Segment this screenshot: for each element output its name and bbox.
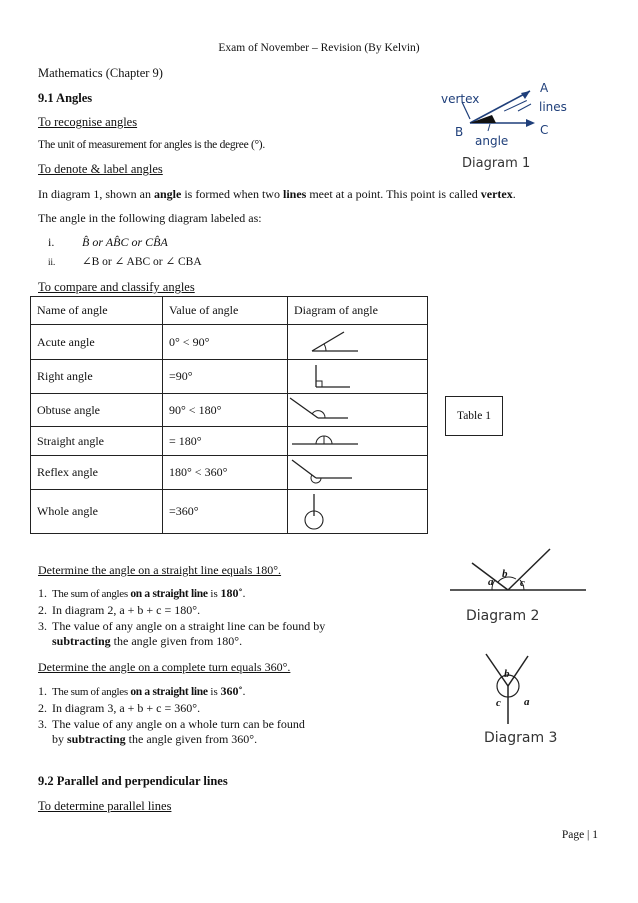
angle-value: =360° (163, 490, 288, 534)
obtuse-angle-diagram (288, 394, 428, 427)
angle-name: Right angle (31, 360, 163, 394)
straight-step-2: 2. In diagram 2, a + b + c = 180°. (38, 603, 201, 617)
straight-step-1: 1. The sum of angles on a straight line is 180˚. (38, 586, 246, 600)
angle-name: Straight angle (31, 427, 163, 456)
obtuse-angle-icon (288, 396, 368, 424)
section-heading-9-2: 9.2 Parallel and perpendicular lines (38, 774, 228, 788)
parallel-heading: To determine parallel lines (38, 799, 172, 813)
label-intro: The angle in the following diagram labeled as: (38, 211, 262, 225)
reflex-angle-diagram (288, 456, 428, 490)
classify-heading: To compare and classify angles (38, 280, 195, 294)
complete-turn-heading: Determine the angle on a complete turn equals 360°. (38, 660, 291, 674)
angle-value: = 180° (163, 427, 288, 456)
diagram2-label-b: b (502, 568, 508, 580)
table-row (31, 325, 428, 360)
angle-name: Obtuse angle (31, 394, 163, 427)
straight-angle-diagram (288, 427, 428, 456)
recognise-heading: To recognise angles (38, 115, 138, 129)
table-row (31, 427, 428, 456)
straight-angle-icon (290, 430, 370, 452)
whole-angle-icon (300, 492, 350, 532)
subject-title: Mathematics (Chapter 9) (38, 66, 163, 80)
angle-value: 90° < 180° (163, 394, 288, 427)
table-header-row (31, 297, 428, 325)
diagram3-label-c: c (496, 697, 501, 709)
angle-value: 0° < 90° (163, 325, 288, 360)
label-item-1: i. B̂ or AB̂C or CB̂A (48, 235, 168, 249)
diagram1-vertex-label: vertex (441, 92, 480, 106)
right-angle-diagram (288, 360, 428, 394)
whole-angle-diagram (288, 490, 428, 534)
table-label-box: Table 1 (445, 396, 503, 436)
table-row (31, 490, 428, 534)
diagram2-label-c: c (520, 577, 525, 589)
denote-paragraph: In diagram 1, shown an angle is formed when two lines meet at a point. This point is called vertex. (38, 187, 516, 201)
label-item-2: ii. ∠B or ∠ ABC or ∠ CBA (48, 256, 202, 268)
acute-angle-icon (308, 329, 368, 355)
diagram1-a-label: A (540, 81, 549, 95)
straight-step-3-cont: subtracting the angle given from 180°. (52, 634, 243, 648)
complete-step-2: 2. In diagram 3, a + b + c = 360°. (38, 701, 201, 715)
angle-name: Acute angle (31, 325, 163, 360)
table-header-value: Value of angle (163, 297, 288, 325)
angle-name: Reflex angle (31, 456, 163, 490)
recognise-text: The unit of measurement for angles is the degree (°). (38, 139, 265, 151)
table-row (31, 360, 428, 394)
angle-table (30, 296, 428, 534)
diagram3-caption: Diagram 3 (484, 730, 558, 746)
angle-value: 180° < 360° (163, 456, 288, 490)
table-header-diagram: Diagram of angle (288, 297, 428, 325)
angle-name: Whole angle (31, 490, 163, 534)
table-row (31, 394, 428, 427)
diagram2-caption: Diagram 2 (466, 608, 540, 624)
diagram1-lines-label: lines (539, 100, 567, 114)
diagram1-caption: Diagram 1 (462, 156, 531, 171)
table-row (31, 456, 428, 490)
diagram1-angle-label: angle (475, 134, 509, 148)
angle-value: =90° (163, 360, 288, 394)
diagram1-b-label: B (455, 125, 464, 139)
right-angle-icon (308, 363, 368, 391)
reflex-angle-icon (290, 458, 360, 488)
acute-angle-diagram (288, 325, 428, 360)
complete-step-3-cont: by subtracting the angle given from 360°. (52, 732, 258, 746)
diagram1-c-label: C (540, 123, 549, 137)
diagram-2 (448, 545, 588, 630)
diagram3-label-a: a (524, 696, 530, 708)
page-header: Exam of November – Revision (By Kelvin) (218, 42, 420, 54)
diagram-3 (470, 650, 580, 748)
diagram2-label-a: a (488, 576, 494, 588)
page-number: Page | 1 (561, 829, 598, 841)
diagram-1 (418, 76, 567, 176)
diagram3-label-b: b (504, 668, 510, 680)
straight-step-3: 3. The value of any angle on a straight line can be found by (38, 619, 326, 633)
denote-heading: To denote & label angles (38, 162, 163, 176)
table-header-name: Name of angle (31, 297, 163, 325)
section-heading-9-1: 9.1 Angles (38, 91, 93, 105)
straight-line-heading: Determine the angle on a straight line equals 180°. (38, 563, 282, 577)
complete-step-3: 3. The value of any angle on a whole turn can be found (38, 717, 305, 731)
complete-step-1: 1. The sum of angles on a straight line is 360˚. (38, 684, 246, 698)
